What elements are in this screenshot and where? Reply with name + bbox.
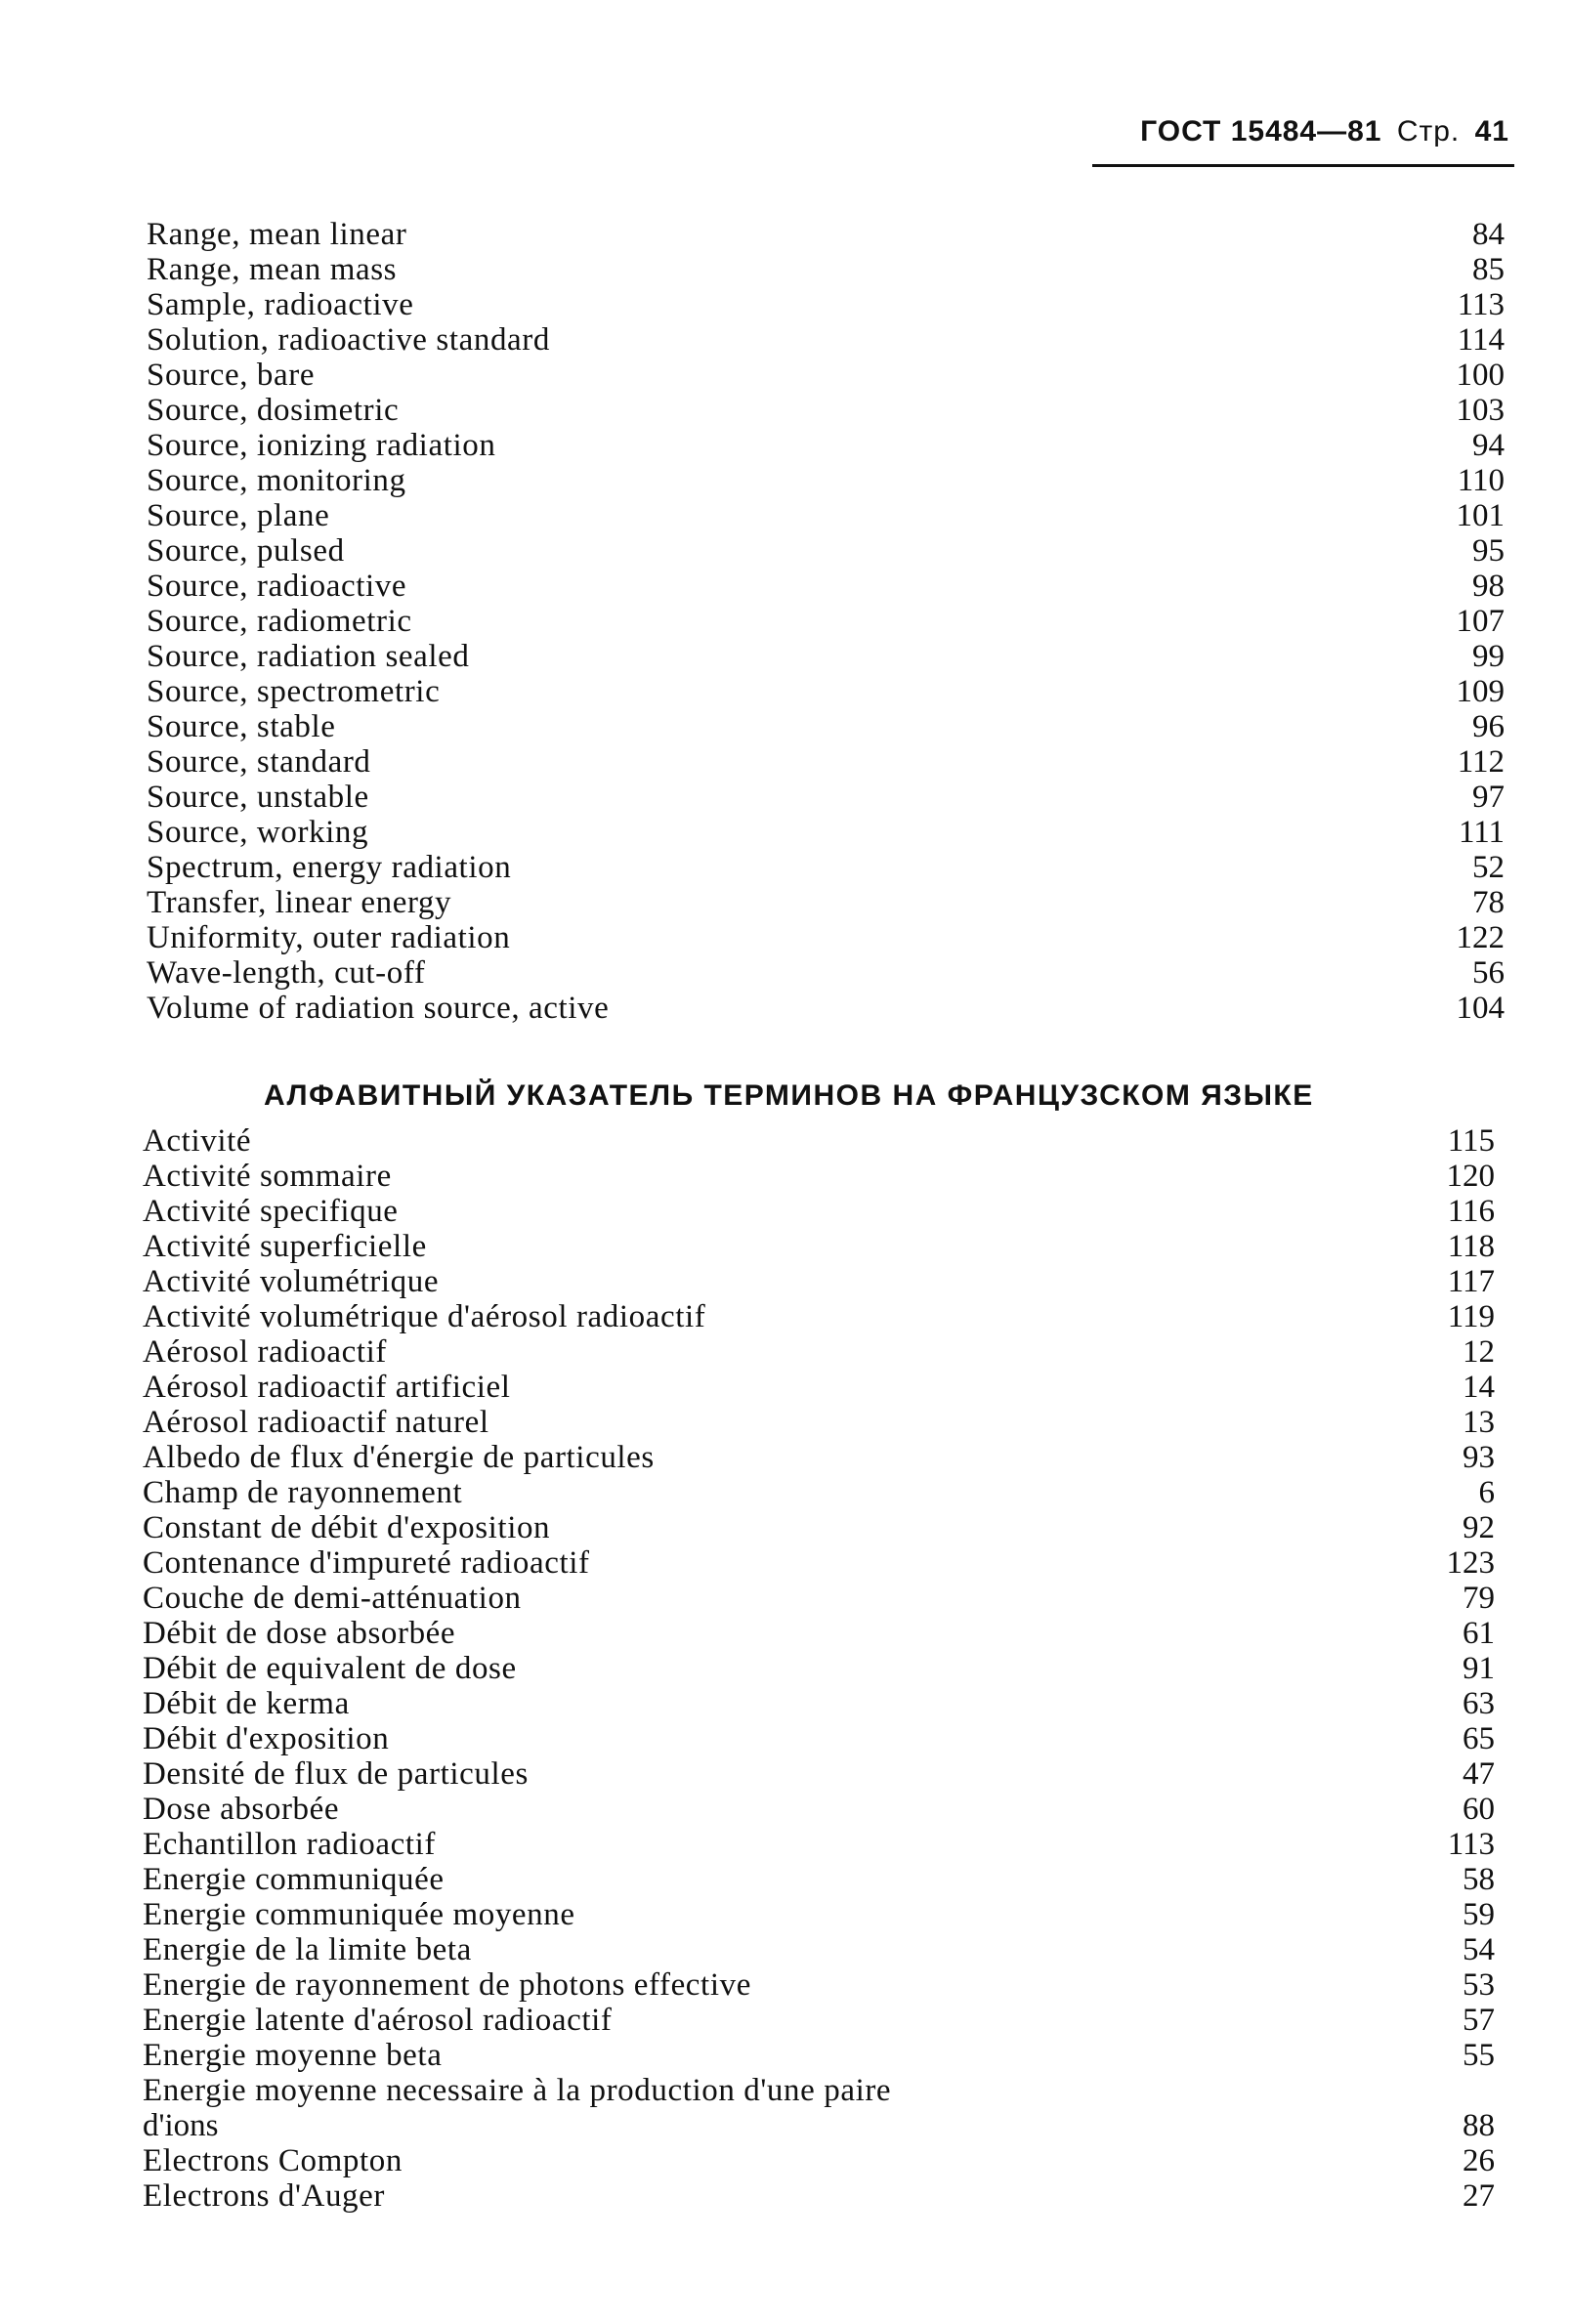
index-page-number: 112 [1457, 744, 1505, 780]
index-term: Wave-length, cut-off [147, 955, 426, 991]
index-page-number: 117 [1447, 1264, 1495, 1299]
index-page-number: 61 [1463, 1616, 1495, 1651]
index-entry [147, 780, 1505, 815]
index-page-number: 123 [1446, 1545, 1495, 1581]
header-rule [1092, 164, 1514, 167]
index-entry [147, 217, 1505, 252]
index-entry [147, 955, 1505, 991]
index-term: Constant de débit d'exposition [143, 1510, 551, 1545]
index-entry [143, 1440, 1495, 1475]
index-page-number: 94 [1472, 428, 1505, 463]
index-entry [147, 569, 1505, 604]
index-term: Couche de demi-atténuation [143, 1581, 522, 1616]
index-entry [143, 1159, 1495, 1194]
index-page-number: 56 [1472, 955, 1505, 991]
index-term: Volume of radiation source, active [147, 991, 610, 1026]
index-page-number: 114 [1457, 322, 1505, 358]
index-entry [147, 850, 1505, 885]
index-entry [143, 2143, 1495, 2178]
index-entry [143, 1686, 1495, 1721]
index-page-number: 122 [1456, 920, 1505, 955]
index-page-number: 115 [1447, 1123, 1495, 1159]
index-term-continuation: d'ions [143, 2108, 219, 2143]
index-term: Source, ionizing radiation [147, 428, 496, 463]
index-term: Densité de flux de particules [143, 1756, 529, 1792]
index-term: Source, spectrometric [147, 674, 441, 709]
index-entry [147, 287, 1505, 322]
index-term: Source, monitoring [147, 463, 406, 498]
index-term: Source, unstable [147, 780, 369, 815]
index-entry [147, 885, 1505, 920]
page-header [1089, 115, 1509, 148]
index-entry [143, 1334, 1495, 1370]
index-page-number: 26 [1463, 2143, 1495, 2178]
index-term: Activité volumétrique [143, 1264, 440, 1299]
index-page-number: 101 [1456, 498, 1505, 533]
index-page-number: 93 [1463, 1440, 1495, 1475]
index-entry [147, 991, 1505, 1026]
index-entry [143, 1967, 1495, 2003]
index-page-number: 27 [1463, 2178, 1495, 2214]
index-entry [143, 1651, 1495, 1686]
index-page-number: 14 [1463, 1370, 1495, 1405]
index-page-number: 96 [1472, 709, 1505, 744]
index-term: Source, radioactive [147, 569, 407, 604]
index-term: Energie communiquée [143, 1862, 445, 1897]
index-entry [147, 428, 1505, 463]
index-page-number: 12 [1463, 1334, 1495, 1370]
index-page-number: 84 [1472, 217, 1505, 252]
index-entry [143, 1405, 1495, 1440]
index-page-number: 100 [1456, 358, 1505, 393]
index-page-number: 99 [1472, 639, 1505, 674]
index-term: Solution, radioactive standard [147, 322, 550, 358]
index-term: Range, mean mass [147, 252, 398, 287]
index-entry [143, 1827, 1495, 1862]
index-term: Echantillon radioactif [143, 1827, 437, 1862]
index-term: Electrons d'Auger [143, 2178, 385, 2214]
index-page-number: 53 [1463, 1967, 1495, 2003]
index-page-number: 57 [1463, 2003, 1495, 2038]
index-page-number: 54 [1463, 1932, 1495, 1967]
index-entry [143, 1475, 1495, 1510]
index-entry [143, 1721, 1495, 1756]
index-entry [143, 1299, 1495, 1334]
index-page-number: 6 [1478, 1475, 1495, 1510]
index-page-number: 116 [1447, 1194, 1495, 1229]
index-entry [143, 1510, 1495, 1545]
index-page-number: 107 [1456, 604, 1505, 639]
index-page-number: 65 [1463, 1721, 1495, 1756]
index-page-number: 85 [1472, 252, 1505, 287]
index-entry [143, 1123, 1495, 1159]
index-page-number: 120 [1446, 1159, 1495, 1194]
index-entry [147, 674, 1505, 709]
index-page-number: 118 [1447, 1229, 1495, 1264]
index-term: Electrons Compton [143, 2143, 403, 2178]
index-term: Energie communiquée moyenne [143, 1897, 575, 1932]
index-entry [147, 252, 1505, 287]
index-page-number: 119 [1447, 1299, 1495, 1334]
index-term: Energie moyenne necessaire à la production d'une paire [143, 2073, 892, 2108]
index-term: Spectrum, energy radiation [147, 850, 512, 885]
index-entry [143, 1229, 1495, 1264]
index-term: Energie moyenne beta [143, 2038, 443, 2073]
index-term: Source, standard [147, 744, 371, 780]
index-term: Champ de rayonnement [143, 1475, 463, 1510]
index-term: Activité [143, 1123, 252, 1159]
index-term: Source, pulsed [147, 533, 345, 569]
index-term: Source, bare [147, 358, 316, 393]
index-entry [147, 709, 1505, 744]
index-term: Source, radiometric [147, 604, 412, 639]
index-page-number: 98 [1472, 569, 1505, 604]
index-page-number: 58 [1463, 1862, 1495, 1897]
index-entry [143, 1616, 1495, 1651]
index-page-number: 104 [1456, 991, 1505, 1026]
index-entry [147, 393, 1505, 428]
index-entry [143, 1581, 1495, 1616]
index-term: Range, mean linear [147, 217, 407, 252]
index-page-number: 113 [1457, 287, 1505, 322]
index-term: Source, radiation sealed [147, 639, 470, 674]
index-entry [143, 1370, 1495, 1405]
index-term: Débit de dose absorbée [143, 1616, 456, 1651]
index-entry [147, 358, 1505, 393]
index-page-number: 59 [1463, 1897, 1495, 1932]
index-entry [143, 1862, 1495, 1897]
index-entry [143, 2038, 1495, 2073]
index-entry [143, 1756, 1495, 1792]
index-page-number: 109 [1456, 674, 1505, 709]
index-term: Transfer, linear energy [147, 885, 452, 920]
page-number: 41 [1474, 115, 1509, 148]
index-term: Source, plane [147, 498, 330, 533]
index-term: Uniformity, outer radiation [147, 920, 511, 955]
index-term: Activité specifique [143, 1194, 399, 1229]
index-term: Activité sommaire [143, 1159, 392, 1194]
index-page-number: 91 [1463, 1651, 1495, 1686]
index-page-number: 111 [1458, 815, 1505, 850]
index-page-number: 55 [1463, 2038, 1495, 2073]
index-entry [143, 1194, 1495, 1229]
index-entry [147, 604, 1505, 639]
index-page-number: 113 [1447, 1827, 1495, 1862]
index-page-number: 78 [1472, 885, 1505, 920]
index-entry [147, 322, 1505, 358]
index-page-number: 47 [1463, 1756, 1495, 1792]
index-entry [143, 2178, 1495, 2214]
index-term: Sample, radioactive [147, 287, 414, 322]
index-page-number: 103 [1456, 393, 1505, 428]
index-term: Débit de kerma [143, 1686, 350, 1721]
index-term: Dose absorbée [143, 1792, 340, 1827]
index-entry [147, 533, 1505, 569]
index-term: Activité volumétrique d'aérosol radioactif [143, 1299, 706, 1334]
index-entry [147, 744, 1505, 780]
index-term: Débit de equivalent de dose [143, 1651, 517, 1686]
index-page-number: 110 [1457, 463, 1505, 498]
index-page-number: 92 [1463, 1510, 1495, 1545]
index-term: Aérosol radioactif artificiel [143, 1370, 511, 1405]
index-page-number: 95 [1472, 533, 1505, 569]
index-term: Contenance d'impureté radioactif [143, 1545, 590, 1581]
index-term: Source, stable [147, 709, 336, 744]
index-term: Source, dosimetric [147, 393, 400, 428]
french-index-heading: АЛФАВИТНЫЙ УКАЗАТЕЛЬ ТЕРМИНОВ НА ФРАНЦУЗСКОМ ЯЗЫКЕ [264, 1079, 1314, 1112]
french-term-index [143, 1123, 1495, 2214]
index-entry [147, 463, 1505, 498]
index-entry [147, 639, 1505, 674]
index-page-number: 97 [1472, 780, 1505, 815]
index-page-number: 52 [1472, 850, 1505, 885]
standard-number: ГОСТ 15484—81 [1140, 115, 1382, 148]
index-term: Débit d'exposition [143, 1721, 390, 1756]
index-page-number: 88 [1463, 2108, 1495, 2143]
index-entry [143, 1264, 1495, 1299]
index-entry [143, 1932, 1495, 1967]
index-entry [147, 920, 1505, 955]
index-entry [147, 815, 1505, 850]
index-entry [143, 2003, 1495, 2038]
index-entry [143, 2073, 1495, 2143]
index-entry [143, 1897, 1495, 1932]
index-entry [147, 498, 1505, 533]
index-term: Energie latente d'aérosol radioactif [143, 2003, 613, 2038]
index-term: Source, working [147, 815, 369, 850]
index-term: Energie de la limite beta [143, 1932, 472, 1967]
index-term: Aérosol radioactif naturel [143, 1405, 489, 1440]
index-page-number: 13 [1463, 1405, 1495, 1440]
index-entry [143, 1545, 1495, 1581]
index-page-number: 63 [1463, 1686, 1495, 1721]
index-page-number: 79 [1463, 1581, 1495, 1616]
english-term-index [147, 217, 1505, 1026]
index-term: Activité superficielle [143, 1229, 427, 1264]
index-term: Energie de rayonnement de photons effective [143, 1967, 751, 2003]
page-label: Стр. [1396, 115, 1461, 148]
index-term: Aérosol radioactif [143, 1334, 387, 1370]
index-entry [143, 1792, 1495, 1827]
index-page-number: 60 [1463, 1792, 1495, 1827]
index-term: Albedo de flux d'énergie de particules [143, 1440, 655, 1475]
